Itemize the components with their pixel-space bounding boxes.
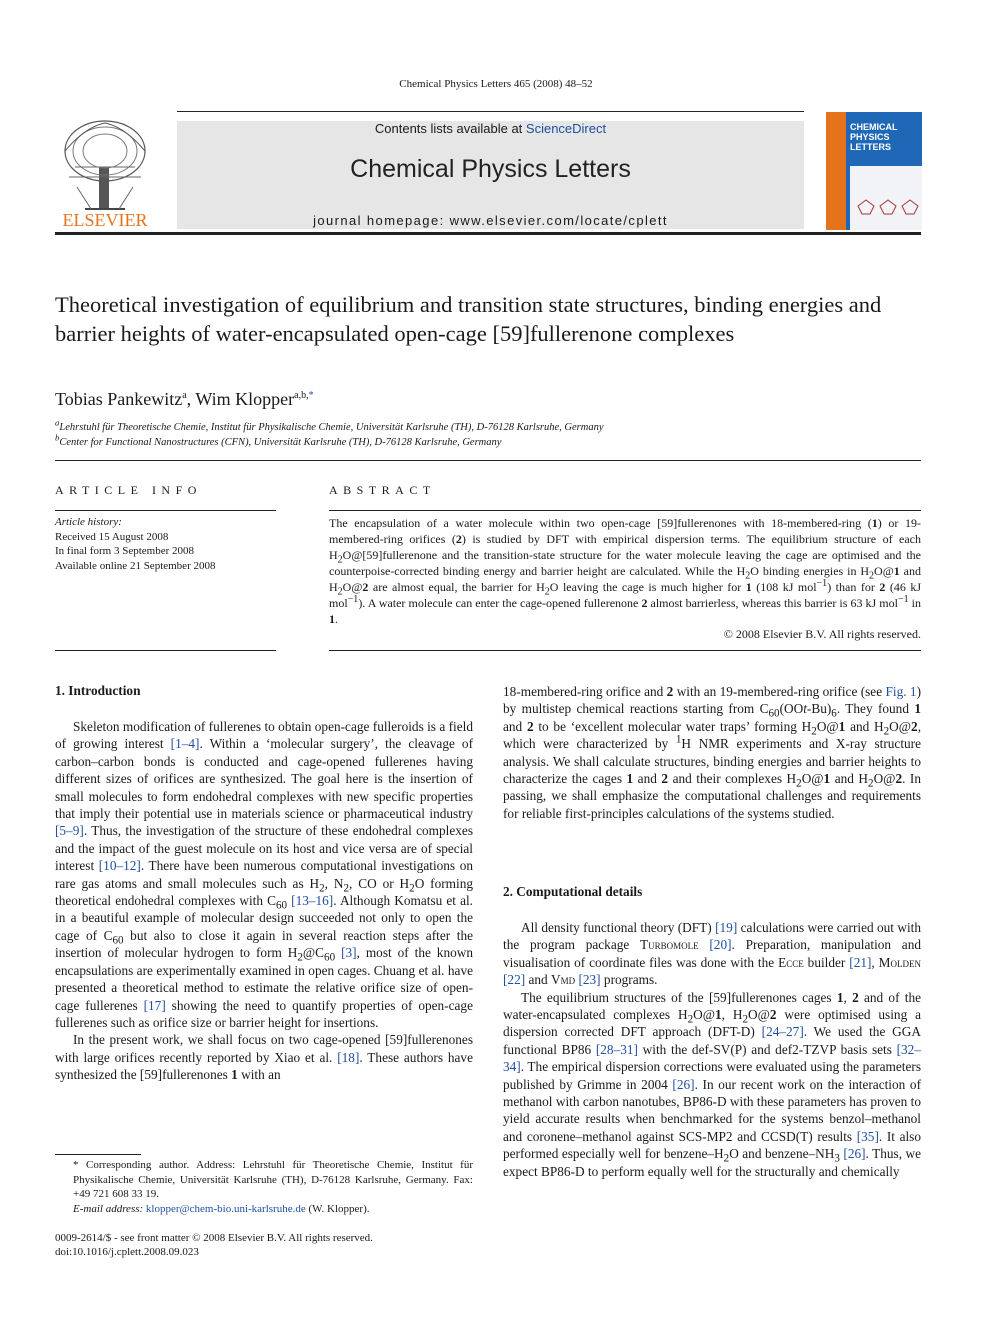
paragraph: All density functional theory (DFT) [19] calculations were carried out with the program package Turbomole [20]. Preparation, manipulation and visualisation of coordinate files was done with the Ecce builder [21], Molden [22] and Vmd [23] programs.	[503, 920, 921, 988]
author-affiliation-mark: a	[182, 390, 187, 401]
affiliation-rule	[55, 460, 921, 461]
cover-image-area	[850, 166, 922, 230]
header-top-rule	[177, 111, 804, 112]
citation-link[interactable]: [17]	[143, 997, 166, 1013]
cover-title-line: PHYSICS	[850, 132, 890, 142]
citation-link[interactable]: [24–27]	[761, 1024, 804, 1040]
corresponding-author-link[interactable]: *	[308, 390, 314, 401]
citation-link[interactable]: [35]	[856, 1128, 879, 1144]
paragraph: In the present work, we shall focus on two cage-opened [59]fullerenones with large orifices recently reported by Xiao et al. [18]. These authors have synthesized the [59]fullerenones 1 with an	[55, 1032, 473, 1083]
footnote-star: *	[73, 1159, 79, 1171]
email-label: E-mail address:	[73, 1202, 144, 1215]
citation-link[interactable]: [18]	[337, 1049, 360, 1065]
history-final-form: In final form 3 September 2008	[55, 545, 194, 557]
elsevier-wordmark: ELSEVIER	[62, 210, 148, 230]
citation-link[interactable]: [23]	[578, 972, 601, 988]
author-list	[55, 389, 314, 410]
journal-homepage-link[interactable]: journal homepage: www.elsevier.com/locate/cplett	[313, 213, 668, 228]
article-info-rule	[55, 510, 276, 511]
article-history	[55, 515, 276, 573]
citation-link[interactable]: [28–31]	[595, 1041, 638, 1057]
contents-prefix: Contents lists available at	[374, 121, 526, 136]
abstract-rule	[329, 510, 921, 511]
citation-link[interactable]: [13–16]	[291, 893, 334, 909]
doi-line: doi:10.1016/j.cplett.2008.09.023	[55, 1246, 199, 1258]
footnote-rule	[55, 1154, 141, 1155]
cover-title-line: CHEMICAL	[850, 122, 898, 132]
issn-line: 0009-2614/$ - see front matter © 2008 Elsevier B.V. All rights reserved.	[55, 1232, 373, 1244]
abstract-copyright: © 2008 Elsevier B.V. All rights reserved.	[723, 627, 921, 641]
citation-link[interactable]: [21]	[849, 954, 872, 970]
history-online: Available online 21 September 2008	[55, 559, 216, 572]
citation-link[interactable]: [10–12]	[98, 858, 141, 874]
cover-title	[850, 122, 898, 152]
abstract-text: The encapsulation of a water molecule within two open-cage [59]fullerenones with 18-membered-ring (1) or 19-membered-ring orifices (2) is studied by DFT with empirical dispersion terms. The equilibrium structure of each $H_2O@[59]fullerenone$ and the transition-state structure for the water molecule leaving the cage are optimised and the counterpoise-corrected binding energy and barrier height are calculated. While the $H_2O$ binding energies in $H_2O@1$ and $H_2O@2$ are almost equal, the barrier for $H_2O$ leaving the cage is much higher for 1 (108 kJ mol$^{-1}$) than for 2 (46 kJ mol$^{-1}$). A water molecule can enter the cage-opened fullerenone 2 almost barrierless, whereas this barrier is 63 kJ mol$^{-1}$ in 1.	[329, 516, 922, 626]
email-link[interactable]: klopper@chem-bio.uni-karlsruhe.de	[145, 1202, 306, 1215]
right-column-body	[503, 919, 921, 1180]
cover-stripe	[826, 112, 846, 230]
citation-link[interactable]: [3]	[341, 945, 357, 961]
section-heading-computational-details: 2. Computational details	[503, 884, 643, 899]
email-owner: (W. Klopper).	[308, 1202, 370, 1215]
author-affiliation-mark: a,b,	[294, 390, 309, 401]
paragraph: The equilibrium structures of the [59]fullerenones cages 1, 2 and of the water-encapsulated complexes $H_2O@1$, $H_2O@2$ were optimised using a dispersion corrected DFT approach (DFT-D) [24–27]. We used the GGA functional BP86 [28–31] with the def-SV(P) and def2-TZVP basis sets [32–34]. The empirical dispersion corrections were evaluated using the parameters published by Grimme in 2004 [26]. In our recent work on the interaction of methanol with carbon nanotubes, BP86-D with these parameters has proven to yield accurate results when benchmarked for the systems benzol–methanol and coronene–methanol against SCS-MP2 and CCSD(T) results [35]. It also performed especially well for benzene–$H_2O$ and benzene–$NH_3$ [26]. Thus, we expect BP86-D to perform equally well for the structurally and chemically	[503, 989, 922, 1179]
corresponding-author-footnote	[55, 1158, 473, 1216]
article-info-heading: ARTICLE INFO	[55, 483, 202, 497]
history-received: Received 15 August 2008	[55, 530, 169, 543]
author-name: Wim Klopper	[195, 389, 295, 409]
affiliation-b	[55, 432, 502, 448]
figure-link[interactable]: Fig. 1	[885, 684, 917, 699]
footnote-email-line	[55, 1202, 473, 1217]
history-label: Article history:	[55, 516, 122, 528]
article-info-rule	[55, 650, 276, 651]
author-separator: ,	[186, 389, 196, 409]
cover-title-line: LETTERS	[850, 142, 892, 152]
affiliation-a	[55, 417, 604, 433]
citation-link[interactable]: [20]	[709, 937, 732, 953]
author-name: Tobias Pankewitz	[55, 389, 183, 409]
citation-link[interactable]: [26]	[672, 1076, 695, 1092]
abstract-rule	[329, 650, 921, 651]
section-heading-introduction: 1. Introduction	[55, 683, 141, 698]
sciencedirect-link[interactable]: ScienceDirect	[525, 121, 607, 136]
paragraph: 18-membered-ring orifice and 2 with an 19-membered-ring orifice (see Fig. 1) by multistep chemical reactions starting from $C_{60}(OOt-Bu)_6$. They found 1 and 2 to be ‘excellent molecular water traps’ forming $H_2O@1$ and $H_2O@2$, which were characterized by $^1$H NMR experiments and X-ray structure analysis. We shall calculate structures, binding energies and barrier heights to characterize the cages 1 and 2 and their complexes $H_2O@1$ and $H_2O@2$. In passing, we shall emphasize the computational challenges and requirements for reliable first-principles calculations of the systems studied.	[503, 684, 922, 821]
citation-link[interactable]: [1–4]	[170, 736, 200, 752]
article-title: Theoretical investigation of equilibrium and transition state structures, binding energies and barrier heights of water-encapsulated open-cage [59]fullerenone complexes	[55, 292, 882, 346]
left-column-body	[55, 718, 473, 1084]
citation-link[interactable]: [26]	[843, 1146, 866, 1162]
front-matter	[55, 1231, 373, 1259]
affiliation-mark: a	[55, 417, 60, 428]
paragraph: Skeleton modification of fullerenes to obtain open-cage fulleroids is a field of growing interest [1–4]. Within a ‘molecular surgery’, the cleavage of carbon–carbon bonds is conducted and cage-opened fullerenes having different sizes of orifices are synthesized. The goal here is the insertion of small molecules to form endohedral complexes with new specific properties that imply their potential use in materials science or pharmaceutical industry [5–9]. Thus, the investigation of the structure of these endohedral complexes and the impact of the guest molecule on its host and vice versa are of special interest [10–12]. There have been numerous computational investigations on rare gas atoms and small molecules such as $H_2$, $N_2$, CO or $H_2O$ forming theoretical endohedral complexes with $C_{60}$ [13–16]. Although Komatsu et al. in a beautiful example of molecular design succeeded not only to open the cage of $C_{60}$ but also to close it again in several reaction steps after the insertion of molecular hydrogen to form $H_2@C_{60}$ [3], most of the known encapsulations are experimentally examined in open cages. Chuang et al. have presented a theoretical method to estimate the relative orifice size of open-cage fullerenes [17] showing the need to quantify properties of open-cage fullerenes such as orifice size or barrier height for insertions.	[55, 719, 474, 1030]
right-column-intro-continuation	[503, 683, 921, 822]
citation-link[interactable]: [5–9]	[55, 823, 84, 839]
affiliation-mark: b	[55, 432, 60, 443]
citation-link[interactable]: [32–34]	[503, 1041, 921, 1075]
abstract-heading: ABSTRACT	[329, 483, 436, 497]
citation-link[interactable]: [22]	[503, 972, 526, 988]
footnote-text: Corresponding author. Address: Lehrstuhl für Theoretische Chemie, Institut für Physikalische Chemie, Universität Karlsruhe (TH), D-76128 Karlsruhe, Germany. Fax: +49 721 608 33 19.	[73, 1159, 473, 1200]
journal-citation: Chemical Physics Letters 465 (2008) 48–52	[399, 78, 593, 90]
journal-name: Chemical Physics Letters	[350, 155, 631, 183]
header-bottom-rule	[55, 232, 921, 235]
footnote-corresponding	[55, 1158, 473, 1202]
affiliation-text: Center for Functional Nanostructures (CFN), Universität Karlsruhe (TH), D-76128 Karlsruhe, Germany	[59, 437, 502, 448]
citation-link[interactable]: [19]	[715, 920, 738, 935]
contents-line	[177, 121, 804, 136]
journal-cover-thumbnail	[826, 112, 922, 230]
affiliation-text: Lehrstuhl für Theoretische Chemie, Institut für Physikalische Chemie, Universität Karlsruhe (TH), D-76128 Karlsruhe, Germany	[59, 422, 604, 433]
